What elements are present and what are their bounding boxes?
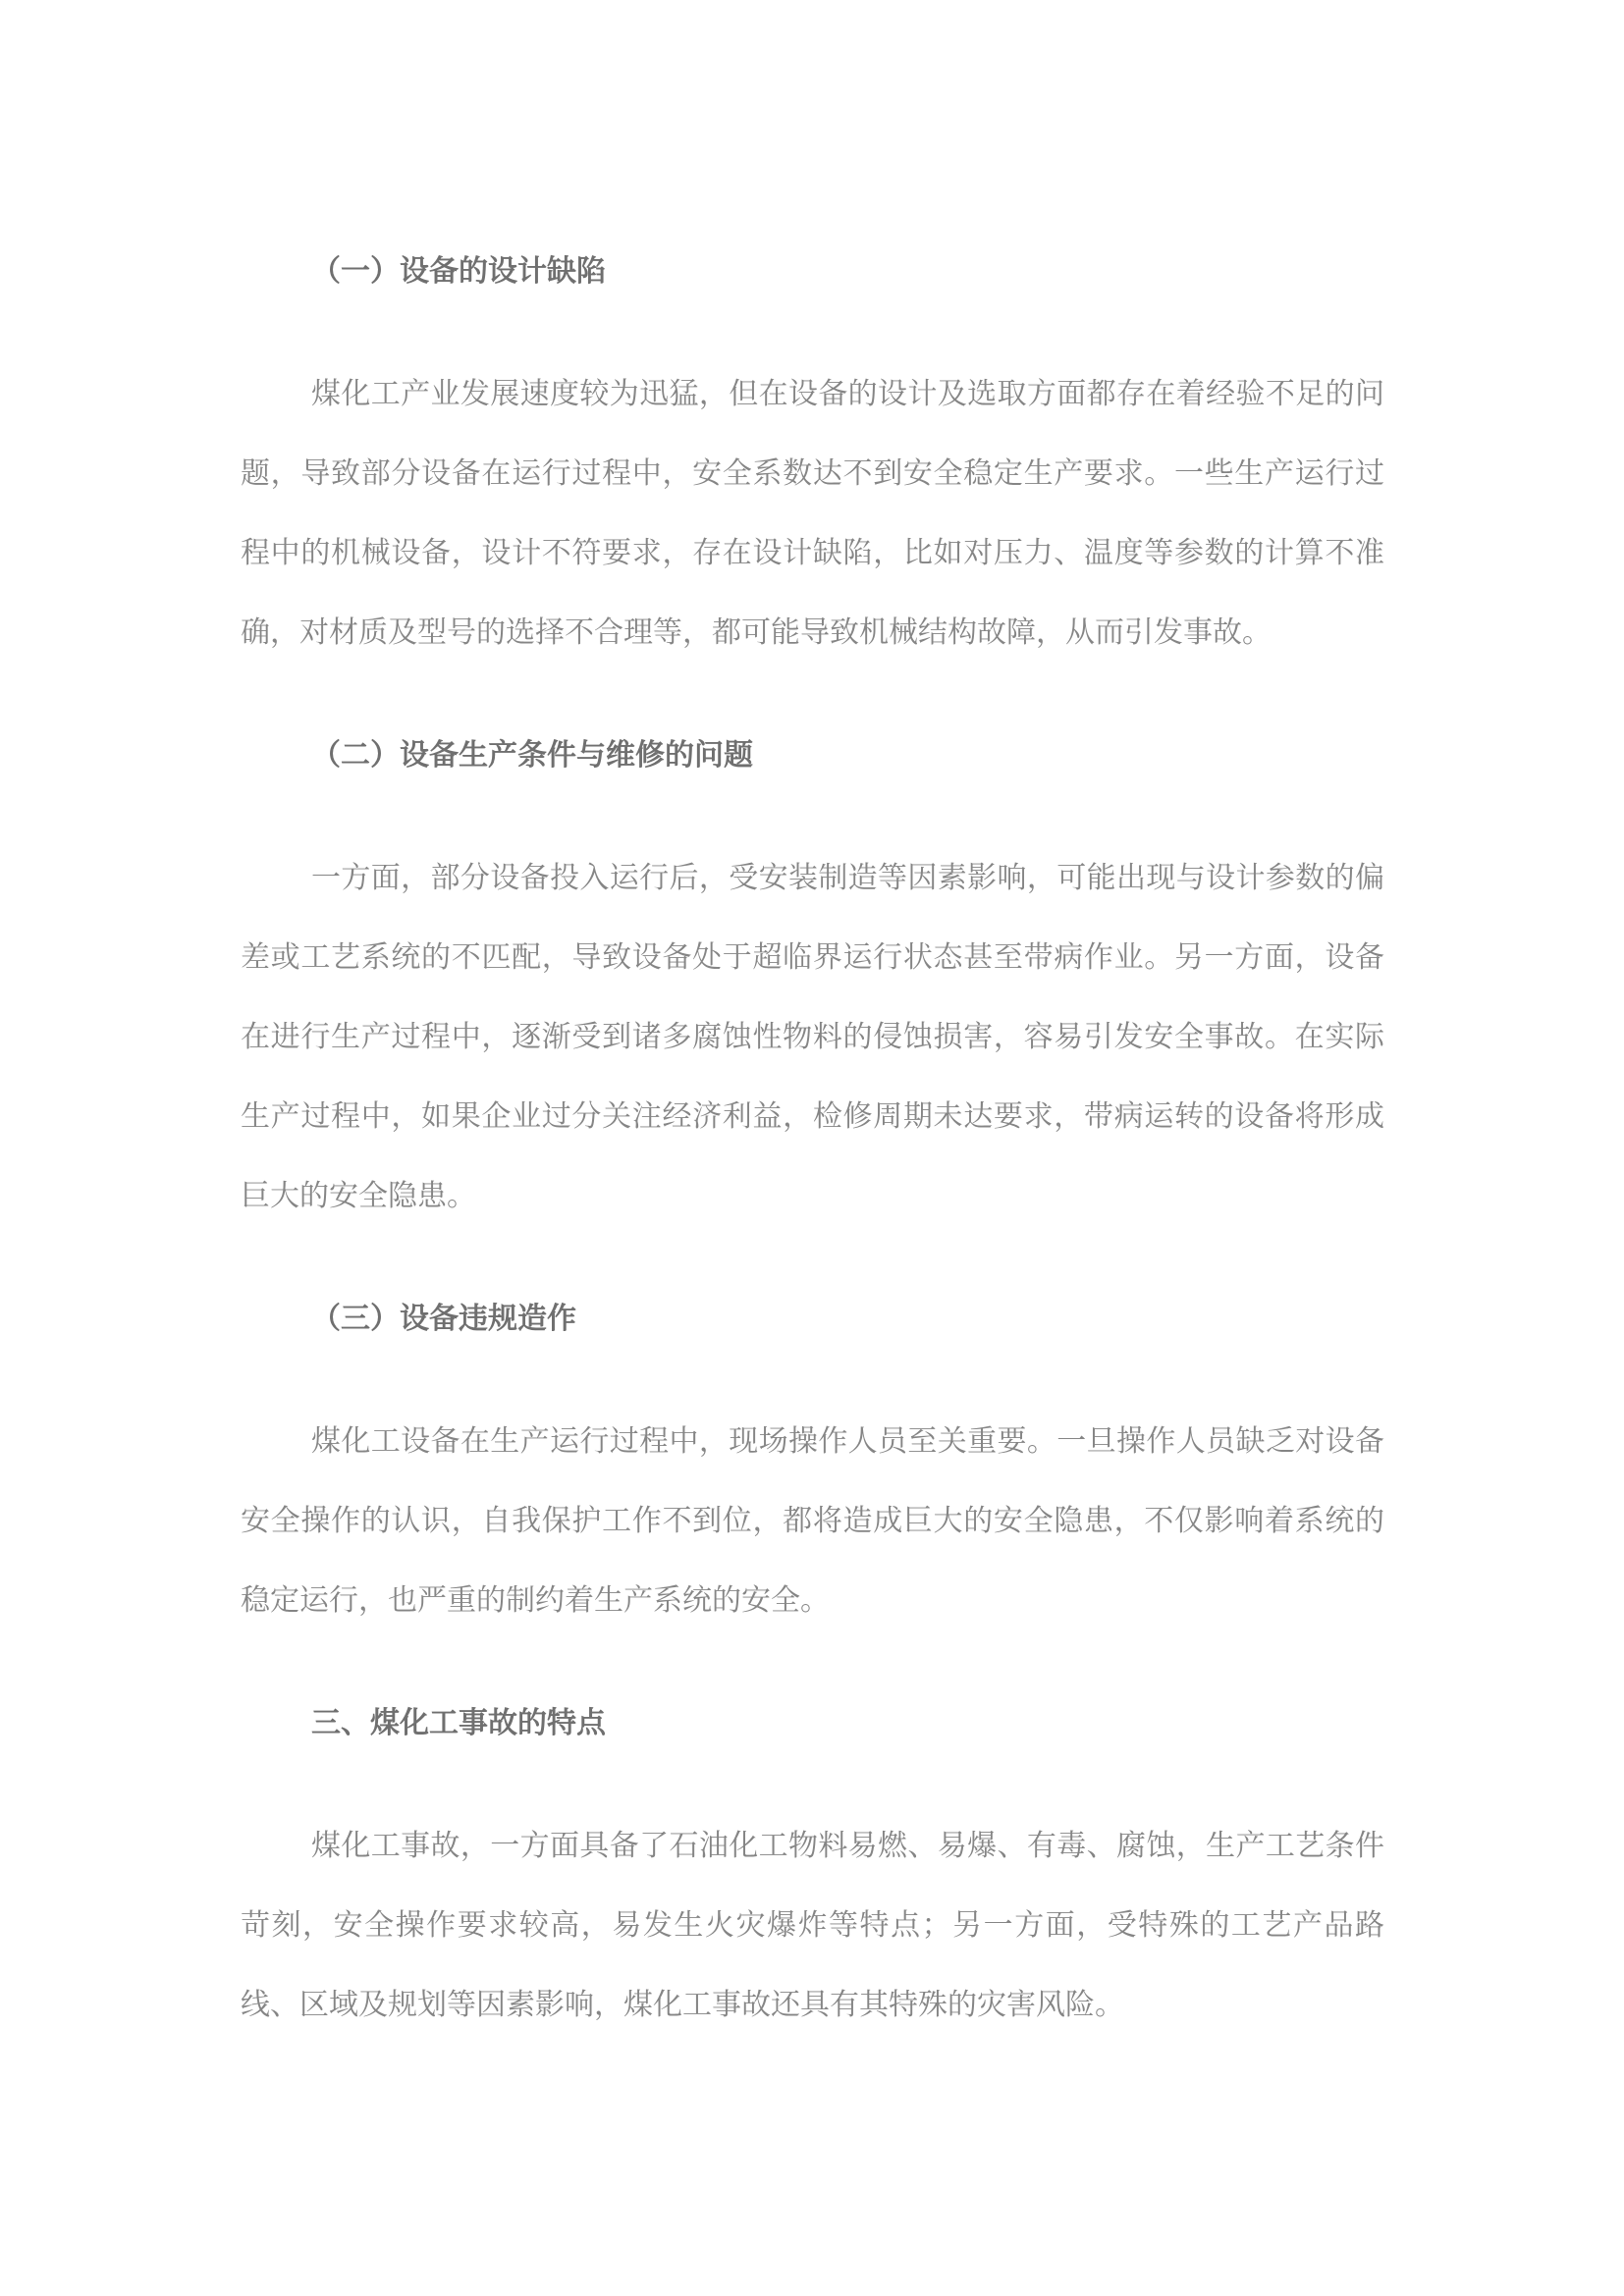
paragraph-3: 煤化工设备在生产运行过程中，现场操作人员至关重要。一旦操作人员缺乏对设备安全操作的认识，自我保护工作不到位，都将造成巨大的安全隐患，不仅影响着系统的稳定运行，也严重的制约着生产系统的安全。 [241,1424,1384,1618]
section-heading-1: （一）设备的设计缺陷 [311,254,606,289]
paragraph-1: 煤化工产业发展速度较为迅猛，但在设备的设计及选取方面都存在着经验不足的问题，导致部分设备在运行过程中，安全系数达不到安全稳定生产要求。一些生产运行过程中的机械设备，设计不符要求，存在设计缺陷，比如对压力、温度等参数的计算不准确，对材质及型号的选择不合理等，都可能导致机械结构故障，从而引发事故。 [241,377,1384,650]
section-heading-3: （三）设备违规造作 [311,1302,576,1336]
paragraph-4: 煤化工事故，一方面具备了石油化工物料易燃、易爆、有毒、腐蚀，生产工艺条件苛刻，安全操作要求较高，易发生火灾爆炸等特点；另一方面，受特殊的工艺产品路线、区域及规划等因素影响，煤化工事故还具有其特殊的灾害风险。 [241,1829,1384,2022]
paragraph-2: 一方面，部分设备投入运行后，受安装制造等因素影响，可能出现与设计参数的偏差或工艺系统的不匹配，导致设备处于超临界运行状态甚至带病作业。另一方面，设备在进行生产过程中，逐渐受到诸多腐蚀性物料的侵蚀损害，容易引发安全事故。在实际生产过程中，如果企业过分关注经济利益，检修周期未达要求，带病运转的设备将形成巨大的安全隐患。 [241,861,1384,1213]
section-heading-4: 三、煤化工事故的特点 [311,1706,606,1740]
section-heading-2: （二）设备生产条件与维修的问题 [311,738,753,773]
